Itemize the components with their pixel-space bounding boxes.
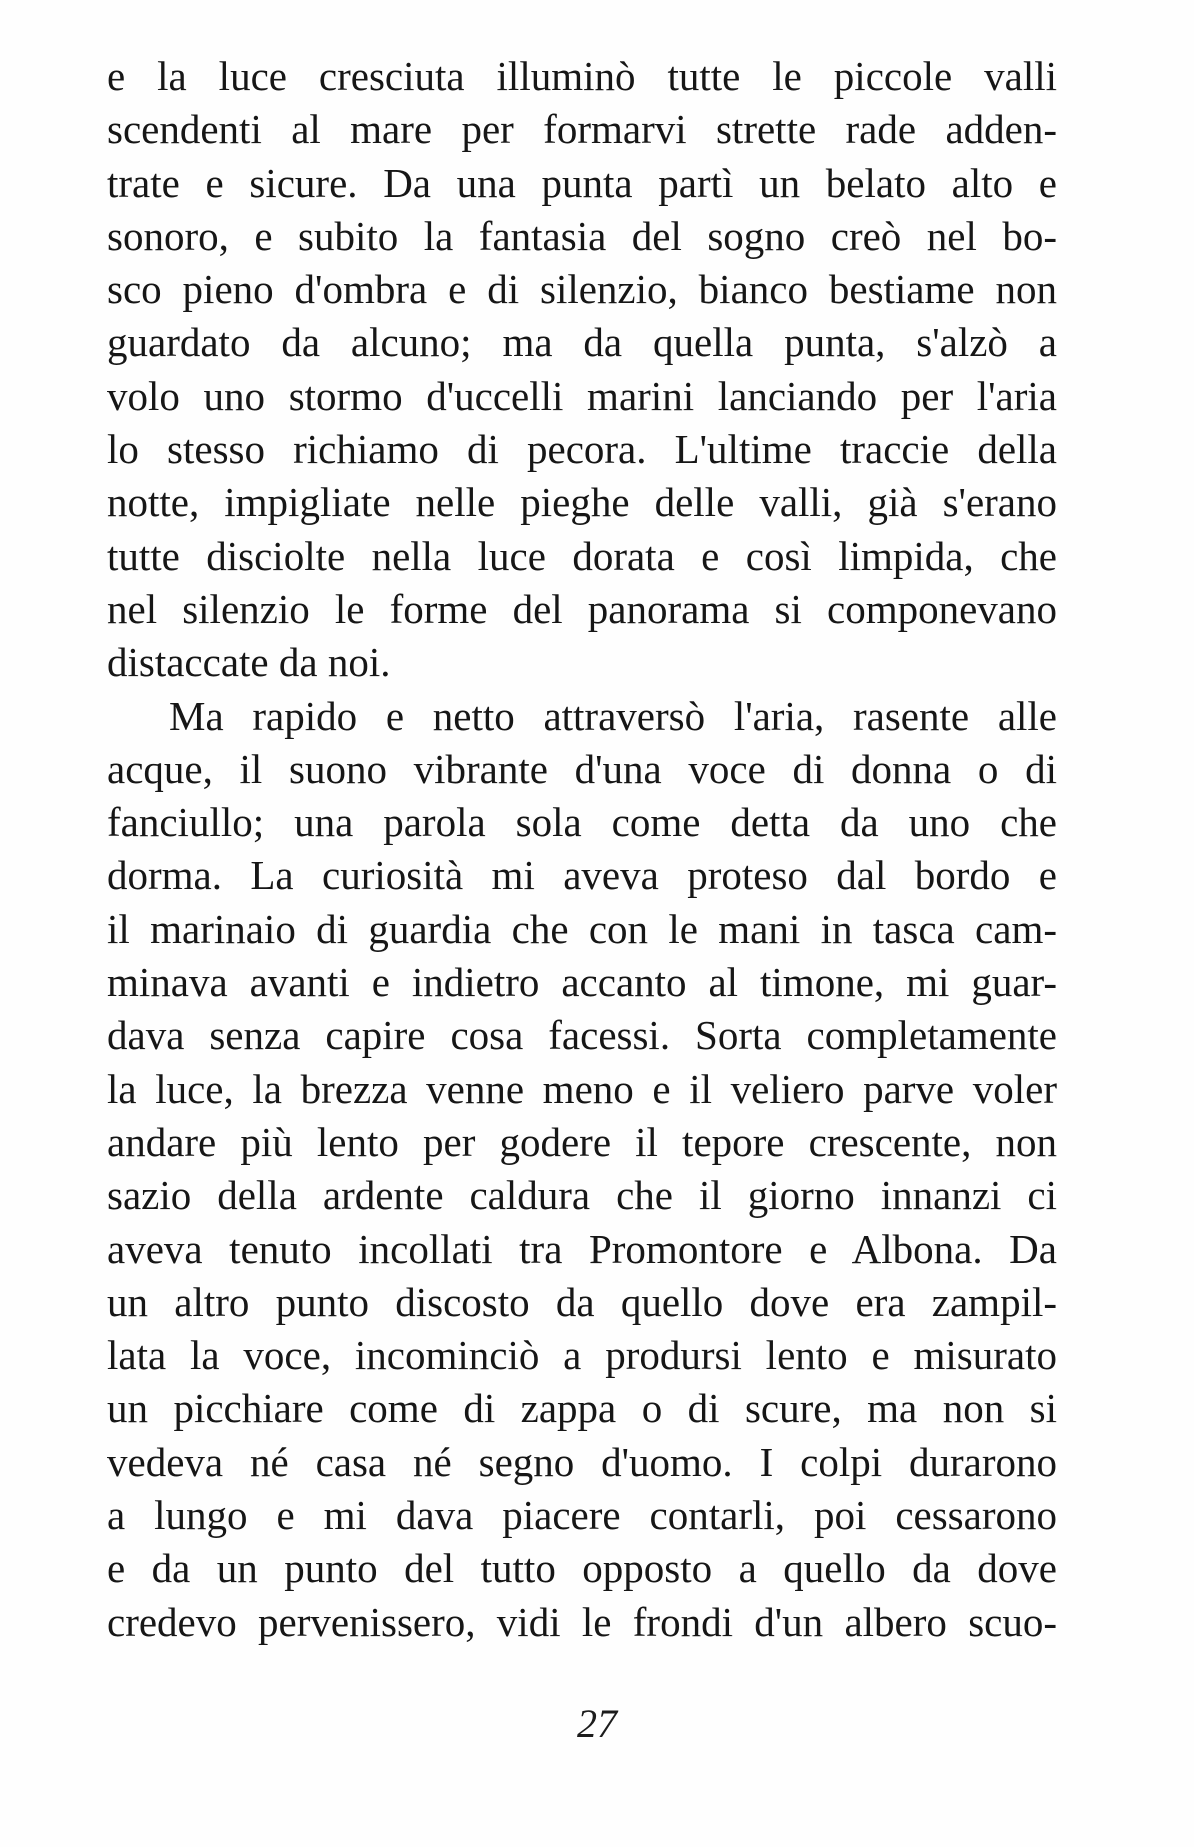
text-line: dorma. La curiosità mi aveva proteso dal bordo e — [107, 852, 1057, 899]
text-line: Ma rapido e netto attraversò l'aria, rasente alle — [169, 692, 1057, 739]
text-line: fanciullo; una parola sola come detta da uno che — [107, 799, 1057, 846]
text-line: andare più lento per godere il tepore crescente, non — [107, 1118, 1057, 1165]
text-line: e da un punto del tutto opposto a quello da dove — [107, 1545, 1057, 1592]
text-line: sonoro, e subito la fantasia del sogno creò nel bo- — [107, 212, 1057, 259]
text-line: minava avanti e indietro accanto al timone, mi guar- — [107, 959, 1057, 1006]
page-number: 27 — [577, 1701, 617, 1746]
text-line: scendenti al mare per formarvi strette rade adden- — [107, 106, 1057, 153]
text-line: volo uno stormo d'uccelli marini lanciando per l'aria — [107, 372, 1057, 419]
text-line: lata la voce, incominciò a prodursi lento e misurato — [107, 1332, 1057, 1379]
text-line: il marinaio di guardia che con le mani in tasca cam- — [107, 905, 1057, 952]
text-line: acque, il suono vibrante d'una voce di donna o di — [107, 745, 1057, 792]
text-line: a lungo e mi dava piacere contarli, poi cessarono — [107, 1492, 1057, 1539]
text-line: sco pieno d'ombra e di silenzio, bianco bestiame non — [107, 266, 1057, 313]
body-text — [107, 50, 1057, 1649]
text-line: un picchiare come di zappa o di scure, ma non si — [107, 1385, 1057, 1432]
text-line: dava senza capire cosa facessi. Sorta completamente — [107, 1012, 1057, 1059]
text-line: notte, impigliate nelle pieghe delle valli, già s'erano — [107, 479, 1057, 526]
text-line: un altro punto discosto da quello dove era zampil- — [107, 1278, 1057, 1325]
text-line: nel silenzio le forme del panorama si componevano — [107, 585, 1057, 632]
text-line: e la luce cresciuta illuminò tutte le piccole valli — [107, 53, 1057, 99]
text-line: credevo pervenissero, vidi le frondi d'un albero scuo- — [107, 1598, 1057, 1645]
text-line: sazio della ardente caldura che il giorno innanzi ci — [107, 1172, 1057, 1219]
text-line: lo stesso richiamo di pecora. L'ultime traccie della — [107, 426, 1057, 473]
text-line: trate e sicure. Da una punta partì un belato alto e — [107, 159, 1057, 206]
text-line: vedeva né casa né segno d'uomo. I colpi durarono — [107, 1438, 1057, 1485]
text-line: la luce, la brezza venne meno e il veliero parve voler — [107, 1065, 1057, 1112]
text-line: aveva tenuto incollati tra Promontore e Albona. Da — [107, 1225, 1057, 1272]
text-line: distaccate da noi. — [107, 639, 391, 686]
text-line: guardato da alcuno; ma da quella punta, s'alzò a — [107, 319, 1057, 366]
text-line: tutte disciolte nella luce dorata e così limpida, che — [107, 532, 1057, 579]
